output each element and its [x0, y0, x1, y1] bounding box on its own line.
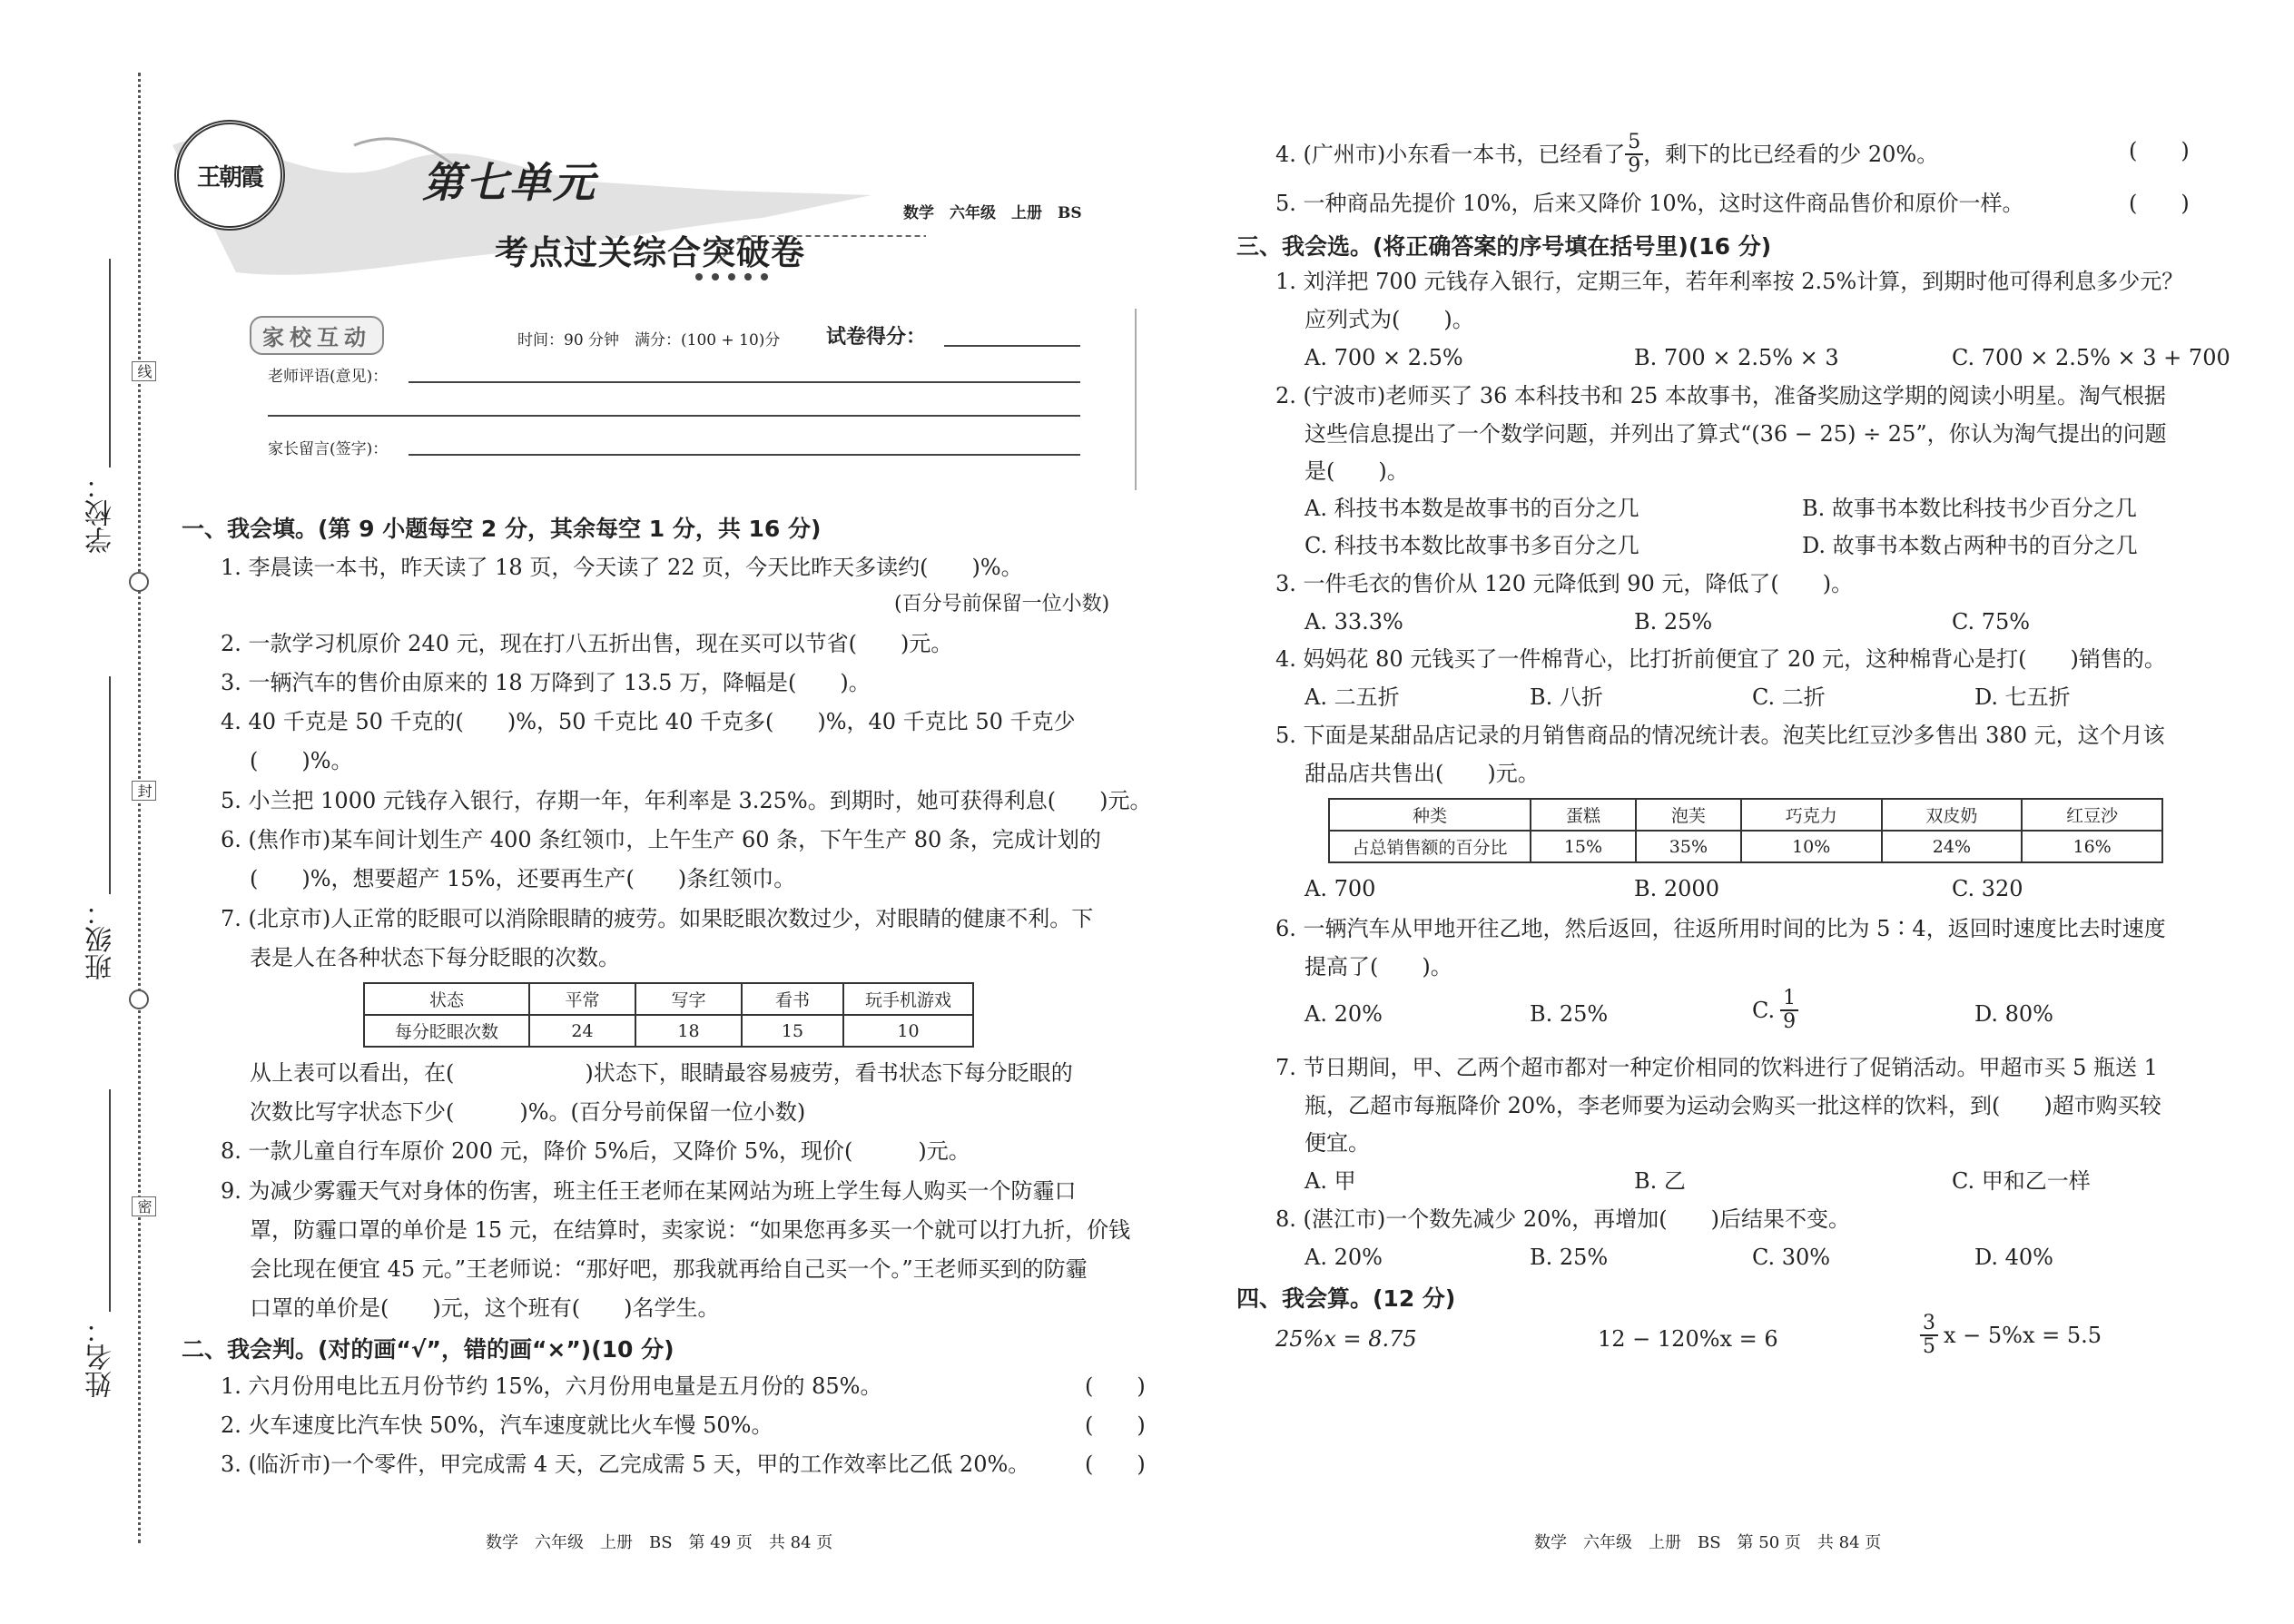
table-cell: 10% — [1741, 831, 1882, 862]
exam-subtitle: 考点过关综合突破卷 — [495, 232, 805, 272]
option[interactable]: D. 七五折 — [1974, 684, 2071, 710]
table-cell: 占总销售额的百分比 — [1329, 831, 1531, 862]
table-cell: 蛋糕 — [1531, 799, 1636, 831]
class-field[interactable] — [109, 676, 111, 894]
fraction-numerator: 3 — [1920, 1313, 1938, 1336]
option[interactable]: C. 700 × 2.5% × 3 + 700 — [1952, 345, 2230, 370]
option[interactable]: B. 故事书本数比科技书少百分之几 — [1802, 496, 2137, 521]
answer-paren[interactable]: ( ) — [1085, 1452, 1146, 1477]
table-row — [1329, 831, 2162, 862]
option[interactable]: B. 八折 — [1530, 684, 1603, 710]
binding-mark-mid: 封 — [132, 781, 156, 801]
table-cell: 写字 — [635, 983, 742, 1015]
option[interactable]: B. 25% — [1530, 1001, 1609, 1027]
option[interactable]: C. 二折 — [1752, 684, 1826, 710]
subtitle-dots — [690, 271, 772, 283]
table-cell: 15 — [742, 1015, 843, 1047]
binding-circle-top — [129, 572, 149, 592]
jiaxiao-tag — [250, 316, 384, 355]
logo-text: 王朝霞 — [196, 163, 262, 192]
table-cell: 24% — [1882, 831, 2023, 862]
jiaxiao-label: 家校互动 — [262, 325, 371, 350]
table-cell: 红豆沙 — [2022, 799, 2162, 831]
s3-q7-l2: 瓶，乙超市每瓶降价 20%，李老师要为运动会购买一批这样的饮料，到( )超市购买较 — [1305, 1093, 2161, 1118]
table-cell: 16% — [2022, 831, 2162, 862]
s1-q6: 6. (焦作市)某车间计划生产 400 条红领巾，上午生产 60 条，下午生产 80 条，完成计划的 — [221, 827, 1101, 852]
answer-paren[interactable]: ( ) — [1085, 1412, 1146, 1438]
option[interactable]: C. 320 — [1952, 876, 2023, 901]
table-cell: 15% — [1531, 831, 1636, 862]
footer-left: 数学 六年级 上册 BS 第 49 页 共 84 页 — [486, 1533, 833, 1552]
option[interactable]: B. 25% — [1634, 609, 1713, 635]
fraction-numerator: 5 — [1625, 132, 1643, 155]
school-field[interactable] — [109, 259, 111, 468]
s1-q6-cont: ( )%，想要超产 15%，还要再生产( )条红领巾。 — [250, 866, 796, 891]
s3-q6-cont: 提高了( )。 — [1305, 954, 1452, 979]
s1-q4: 4. 40 千克是 50 千克的( )%，50 千克比 40 千克多( )%，40 千克比 50 千克少 — [221, 709, 1076, 734]
table-cell: 平常 — [529, 983, 635, 1015]
fraction — [1920, 1313, 1938, 1358]
table-cell: 玩手机游戏 — [843, 983, 973, 1015]
s3-q5: 5. 下面是某甜品店记录的月销售商品的情况统计表。泡芙比红豆沙多售出 380 元，这个月该 — [1275, 723, 2165, 748]
option[interactable]: D. 80% — [1974, 1001, 2053, 1027]
s3-q8: 8. (湛江市)一个数先减少 20%，再增加( )后结果不变。 — [1275, 1206, 1850, 1232]
table-cell: 双皮奶 — [1882, 799, 2023, 831]
option-label: C. — [1752, 998, 1776, 1023]
s1-q9: 9. 为减少雾霾天气对身体的伤害，班主任王老师在某网站为班上学生每人购买一个防霾口 — [221, 1178, 1077, 1204]
s3-q2-l3: 是( )。 — [1305, 458, 1409, 484]
parent-comment-label: 家长留言(签字)： — [268, 440, 389, 458]
fraction-denominator: 9 — [1783, 1010, 1797, 1033]
s1-q2: 2. 一款学习机原价 240 元，现在打八五折出售，现在买可以节省( )元。 — [221, 631, 953, 656]
option[interactable]: A. 33.3% — [1305, 609, 1403, 635]
s2-q4-post: ，剩下的比已经看的少 20%。 — [1643, 142, 1939, 167]
option[interactable]: A. 科技书本数是故事书的百分之几 — [1305, 496, 1639, 521]
binding-mark-bottom: 密 — [132, 1196, 156, 1216]
s2-q4-pre: 4. (广州市)小东看一本书，已经看了 — [1275, 142, 1626, 167]
option[interactable]: A. 二五折 — [1305, 684, 1400, 710]
equation-1: 25%x = 8.75 — [1275, 1326, 1417, 1352]
answer-paren[interactable]: ( ) — [2129, 138, 2190, 163]
fraction-denominator: 9 — [1628, 154, 1641, 177]
s1-q7: 7. (北京市)人正常的眨眼可以消除眼睛的疲劳。如果眨眼次数过少，对眼睛的健康不利。下 — [221, 906, 1094, 931]
table-header-row — [364, 983, 973, 1015]
section3-title: 三、我会选。(将正确答案的序号填在括号里)(16 分) — [1236, 233, 1772, 260]
s1-q4-cont: ( )%。 — [250, 748, 353, 773]
option[interactable]: A. 20% — [1305, 1245, 1383, 1270]
s1-q9-l4: 口罩的单价是( )元，这个班有( )名学生。 — [250, 1295, 720, 1321]
footer-right: 数学 六年级 上册 BS 第 50 页 共 84 页 — [1534, 1533, 1882, 1552]
option[interactable]: D. 40% — [1974, 1245, 2053, 1270]
table-cell: 18 — [635, 1015, 742, 1047]
s3-q2-l2: 这些信息提出了一个数学问题，并列出了算式“(36 − 25) ÷ 25”，你认为淘气提出的问题 — [1305, 421, 2167, 447]
section2-title: 二、我会判。(对的画“√”，错的画“×”)(10 分) — [182, 1336, 674, 1363]
option[interactable]: A. 20% — [1305, 1001, 1383, 1027]
s1-q3: 3. 一辆汽车的售价由原来的 18 万降到了 13.5 万，降幅是( )。 — [221, 670, 871, 695]
s2-q2: 2. 火车速度比汽车快 50%，汽车速度就比火车慢 50%。 — [221, 1412, 773, 1438]
table-header-row — [1329, 799, 2162, 831]
logo-seal — [174, 120, 285, 231]
score-field[interactable] — [944, 345, 1080, 347]
unit-title: 第七单元 — [422, 158, 596, 207]
table-cell: 巧克力 — [1741, 799, 1882, 831]
option[interactable]: C. 75% — [1952, 609, 2031, 635]
table-cell: 35% — [1636, 831, 1741, 862]
s1-q7-fill: 从上表可以看出，在( )状态下，眼睛最容易疲劳，看书状态下每分眨眼的 — [250, 1060, 1073, 1086]
s3-q1: 1. 刘洋把 700 元钱存入银行，定期三年，若年利率按 2.5%计算，到期时他可得利息多少元？ — [1275, 269, 2184, 294]
fraction-numerator: 1 — [1780, 988, 1798, 1011]
fraction — [1625, 132, 1643, 177]
s2-q3: 3. (临沂市)一个零件，甲完成需 4 天，乙完成需 5 天，甲的工作效率比乙低 20%。 — [221, 1452, 1030, 1477]
teacher-comment-field-2[interactable] — [268, 415, 1080, 417]
s1-q7-fill-cont: 次数比写字状态下少( )%。(百分号前保留一位小数) — [250, 1099, 806, 1125]
option[interactable]: A. 700 × 2.5% — [1305, 345, 1463, 370]
answer-paren[interactable]: ( ) — [1085, 1373, 1146, 1399]
s1-q1: 1. 李晨读一本书，昨天读了 18 页，今天读了 22 页，今天比昨天多读约( )%。 — [221, 555, 1023, 580]
binding-circle-bottom — [129, 989, 149, 1009]
s3-q1-cont: 应列式为( )。 — [1305, 307, 1474, 332]
answer-paren[interactable]: ( ) — [2129, 191, 2190, 216]
fraction-denominator: 5 — [1923, 1335, 1935, 1358]
s2-q5: 5. 一种商品先提价 10%，后来又降价 10%，这时这件商品售价和原价一样。 — [1275, 191, 2024, 216]
option[interactable]: B. 2000 — [1634, 876, 1719, 901]
blink-table — [363, 982, 974, 1048]
table-row — [364, 1015, 973, 1047]
s3-q7-l3: 便宜。 — [1305, 1130, 1370, 1156]
s3-q3: 3. 一件毛衣的售价从 120 元降低到 90 元，降低了( )。 — [1275, 571, 1854, 596]
fraction — [1780, 988, 1798, 1033]
parent-comment-field[interactable] — [409, 454, 1080, 456]
teacher-comment-label: 老师评语(意见)： — [268, 368, 389, 386]
school-label: 学校： — [85, 472, 117, 554]
table-cell: 24 — [529, 1015, 635, 1047]
option[interactable]: C. 甲和乙一样 — [1952, 1168, 2091, 1194]
s1-q8: 8. 一款儿童自行车原价 200 元，降价 5%后，又降价 5%，现价( )元。 — [221, 1138, 970, 1164]
option[interactable]: C. 30% — [1752, 1245, 1831, 1270]
table-cell: 泡芙 — [1636, 799, 1741, 831]
s3-q2: 2. (宁波市)老师买了 36 本科技书和 25 本故事书，准备奖励这学期的阅读小明星。淘气根据 — [1275, 383, 2166, 408]
table-cell: 每分眨眼次数 — [364, 1015, 529, 1047]
table-cell: 种类 — [1329, 799, 1531, 831]
teacher-comment-field[interactable] — [409, 381, 1080, 383]
option[interactable]: A. 甲 — [1305, 1168, 1356, 1194]
s1-q7-cont: 表是人在各种状态下每分眨眼的次数。 — [250, 945, 620, 970]
series-info: 数学 六年级 上册 BS — [903, 204, 1082, 222]
table-cell: 状态 — [364, 983, 529, 1015]
s2-q4 — [1275, 132, 1938, 177]
option[interactable]: D. 故事书本数占两种书的百分之几 — [1802, 533, 2138, 558]
time-score: 时间：90 分钟 满分：(100 + 10)分 — [517, 331, 781, 349]
score-label: 试卷得分： — [826, 326, 927, 349]
s1-q5: 5. 小兰把 1000 元钱存入银行，存期一年，年利率是 3.25%。到期时，她可获得利息( )元。 — [221, 788, 1152, 813]
name-label: 姓名： — [85, 1316, 117, 1398]
table-cell: 10 — [843, 1015, 973, 1047]
s3-q4: 4. 妈妈花 80 元钱买了一件棉背心，比打折前便宜了 20 元，这种棉背心是打( )销售的。 — [1275, 646, 2166, 672]
option[interactable]: A. 700 — [1305, 876, 1376, 901]
section1-title: 一、我会填。(第 9 小题每空 2 分，其余每空 1 分，共 16 分) — [182, 516, 822, 542]
section4-title: 四、我会算。(12 分) — [1236, 1285, 1456, 1312]
equation-2: 12 − 120%x = 6 — [1598, 1326, 1778, 1352]
option[interactable]: C. 科技书本数比故事书多百分之几 — [1305, 533, 1639, 558]
name-field[interactable] — [109, 1089, 111, 1312]
s2-q1: 1. 六月份用电比五月份节约 15%，六月份用电量是五月份的 85%。 — [221, 1373, 882, 1399]
dessert-sales-table — [1328, 798, 2163, 863]
option[interactable]: B. 乙 — [1634, 1168, 1686, 1194]
class-label: 班级： — [85, 899, 117, 980]
s3-q5-cont: 甜品店共售出( )元。 — [1305, 761, 1540, 786]
binding-dotted-line — [138, 73, 141, 1543]
table-cell: 看书 — [742, 983, 843, 1015]
s1-q1-note: (百分号前保留一位小数) — [894, 593, 1110, 615]
option[interactable]: B. 700 × 2.5% × 3 — [1634, 345, 1839, 370]
option[interactable]: B. 25% — [1530, 1245, 1609, 1270]
s3-q6: 6. 一辆汽车从甲地开往乙地，然后返回，往返所用时间的比为 5∶4，返回时速度比去时速度 — [1275, 916, 2166, 941]
equation-3 — [1920, 1313, 2102, 1358]
s1-q9-l3: 会比现在便宜 45 元。”王老师说：“那好吧，那我就再给自己买一个。”王老师买到的防霾 — [250, 1256, 1088, 1282]
option-c-fraction[interactable] — [1752, 988, 1798, 1033]
s1-q9-l2: 罩，防霾口罩的单价是 15 元，在结算时，卖家说：“如果您再多买一个就可以打九折，价钱 — [250, 1217, 1131, 1243]
s3-q7: 7. 节日期间，甲、乙两个超市都对一种定价相同的饮料进行了促销活动。甲超市买 5 瓶送 1 — [1275, 1055, 2158, 1080]
binding-mark-top: 线 — [132, 361, 156, 381]
equation-3-rest: x − 5%x = 5.5 — [1944, 1323, 2102, 1348]
